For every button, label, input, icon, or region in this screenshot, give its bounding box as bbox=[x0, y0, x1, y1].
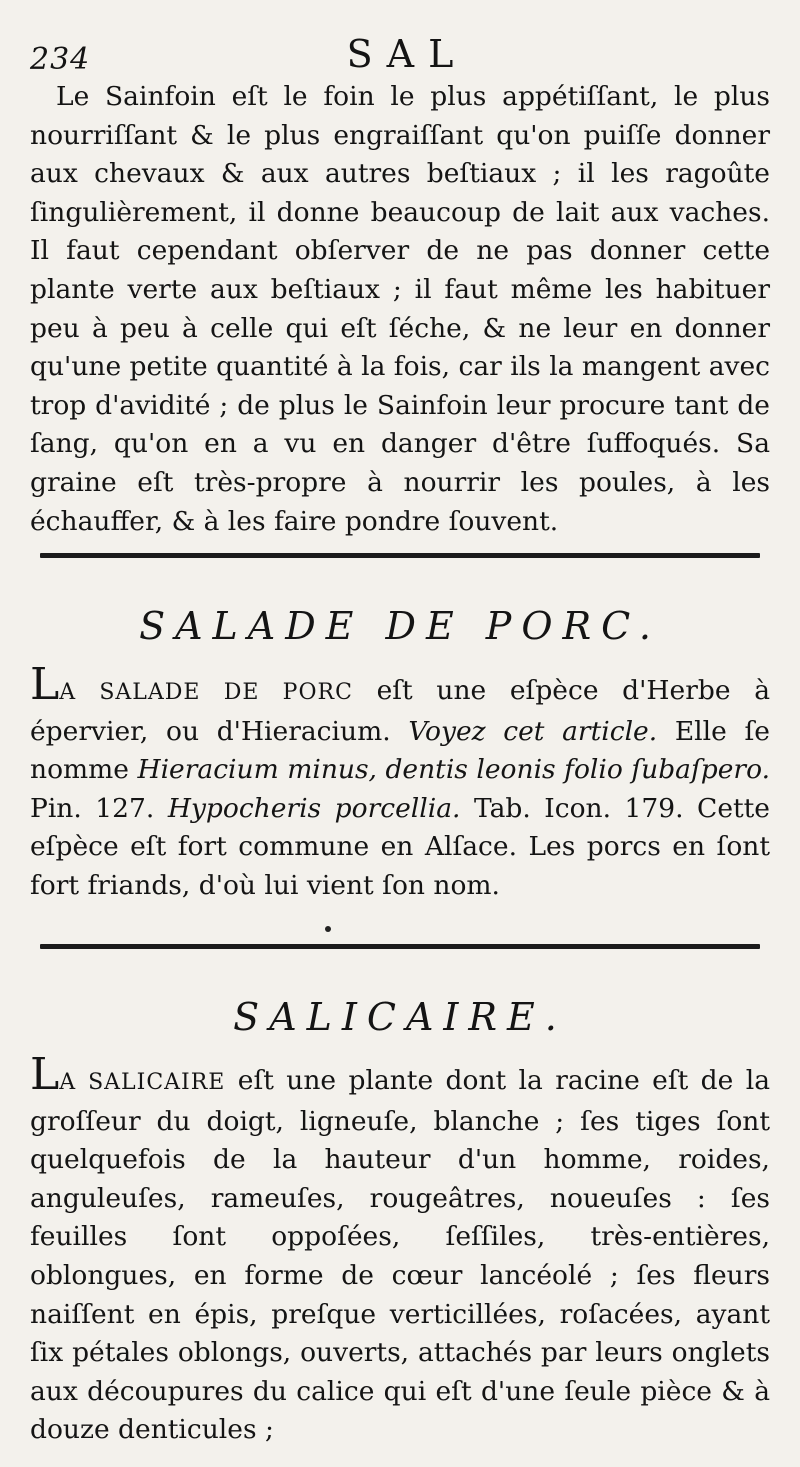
drop-letter: L bbox=[30, 1049, 60, 1100]
entry-salade-de-porc bbox=[30, 659, 770, 906]
salicaire-paragraph bbox=[30, 1049, 770, 1450]
salade-paragraph bbox=[30, 659, 770, 906]
drop-letter: L bbox=[30, 659, 60, 710]
salade-italic-2: Hieracium minus, dentis leonis folio ſubaſpero. bbox=[137, 754, 770, 786]
salade-text-3: Pin. 127. bbox=[30, 792, 168, 824]
salade-text-2: Elle ſe nomme bbox=[30, 715, 770, 786]
ornament-dot bbox=[325, 926, 331, 932]
entry-sainfoin bbox=[30, 78, 770, 541]
page-header bbox=[30, 28, 770, 80]
section-rule bbox=[40, 944, 760, 949]
entry-salicaire bbox=[30, 1049, 770, 1450]
salade-italic-3: Hypocheris porcellia. bbox=[167, 792, 461, 824]
salade-headword: A SALADE DE PORC bbox=[59, 680, 353, 705]
salade-text-4: Tab. Icon. 179. Cette eſpèce eſt fort commune en Alſace. Les porcs en ſont fort friands, d'où lui vient ſon nom. bbox=[30, 792, 770, 901]
entry-title-salicaire: SALICAIRE. bbox=[233, 995, 567, 1039]
salade-italic-1: Voyez cet article. bbox=[408, 715, 658, 747]
running-head: SAL bbox=[346, 32, 468, 76]
page-number: 234 bbox=[30, 42, 91, 77]
salade-text-1: eſt une eſpèce d'Herbe à épervier, ou d'Hieracium. bbox=[30, 675, 770, 747]
salicaire-text: eſt une plante dont la racine eſt de la groſſeur du doigt, ligneuſe, blanche ; ſes tiges ſont quelquefois de la hauteur d'un homme, roides, anguleuſes, rameuſes, rougeâtres, noueuſes : ſes feuilles ſont oppoſées, ſeſſiles, très-entières, oblongues, en forme de cœur lancéolé ; ſes fleurs naiſſent en épis, preſque verticillées, roſacées, ayant ſix pétales oblongs, ouverts, attachés par leurs onglets aux découpures du calice qui eſt d'une ſeule pièce & à douze denticules ; bbox=[30, 1065, 770, 1446]
salicaire-headword: A SALICAIRE bbox=[59, 1070, 226, 1095]
section-rule bbox=[40, 553, 760, 558]
sainfoin-text: Le Sainfoin eſt le foin le plus appétiſſant, le plus nourriſſant & le plus engraiſſant qu'on puiſſe donner aux chevaux & aux autres beſtiaux ; il les ragoûte ſingulièrement, il donne beaucoup de lait aux vaches. Il faut cependant obſerver de ne pas donner cette plante verte aux beſtiaux ; il faut même les habituer peu à peu à celle qui eſt ſéche, & ne leur en donner qu'une petite quantité à la fois, car ils la mangent avec trop d'avidité ; de plus le Sainfoin leur procure tant de ſang, qu'on en a vu en danger d'être ſuffoqués. Sa graine eſt très-propre à nourrir les poules, à les échauffer, & à les faire pondre ſouvent. bbox=[30, 81, 770, 537]
entry-title-salade-de-porc: SALADE DE PORC. bbox=[139, 604, 661, 648]
sainfoin-paragraph bbox=[30, 78, 770, 541]
